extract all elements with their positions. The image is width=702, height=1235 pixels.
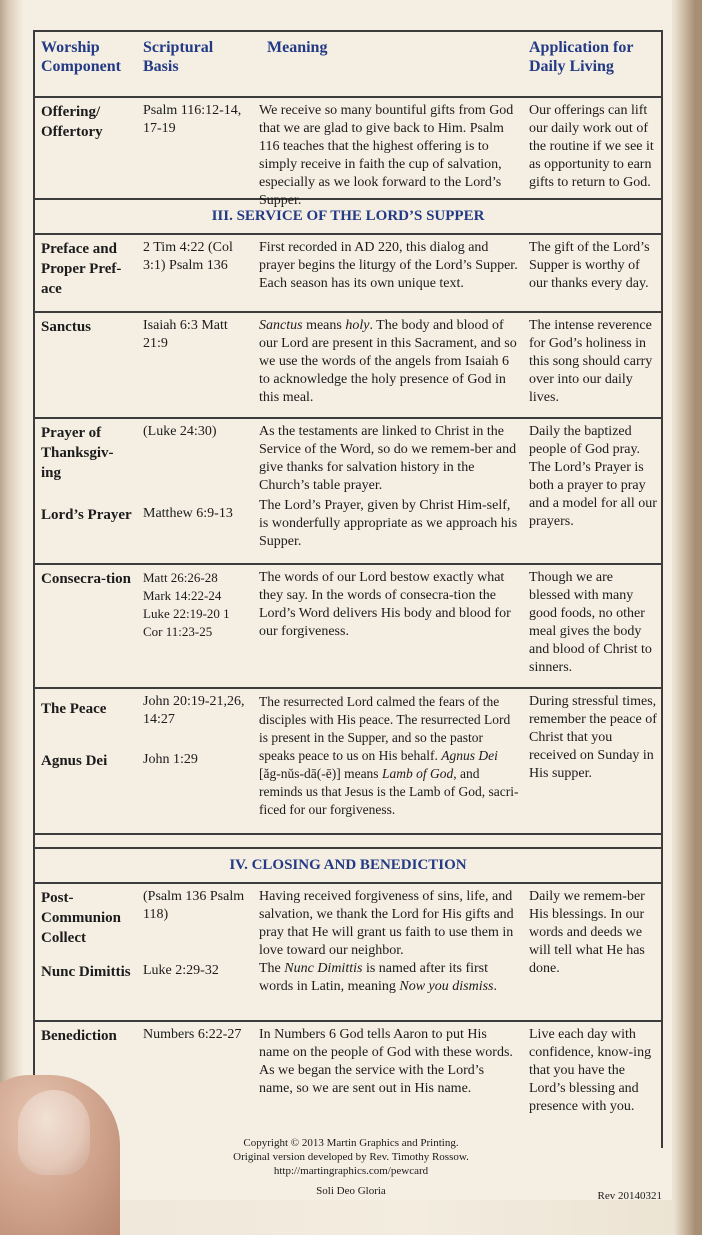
table-row-benediction bbox=[35, 1022, 661, 1148]
developer-credit: Original version developed by Rev. Timothy Rossow. bbox=[233, 1151, 469, 1163]
component-cell bbox=[35, 419, 137, 563]
table-row-consecration bbox=[35, 565, 661, 689]
website-url: http://martingraphics.com/pewcard bbox=[273, 1165, 429, 1177]
table-header bbox=[35, 30, 661, 98]
application-cell: The intense reverence for God’s holiness in this song should carry over into our daily lives. bbox=[529, 318, 653, 405]
basis-agnus-dei: John 1:29 bbox=[143, 752, 198, 767]
latin-term: Agnus Dei bbox=[441, 748, 498, 763]
basis-cell: Matt 26:26-28 Mark 14:22-24 Luke 22:19-20 1 Cor 11:23-25 bbox=[143, 570, 230, 639]
basis-cell: 2 Tim 4:22 (Col 3:1) Psalm 136 bbox=[143, 240, 233, 273]
table-row-sanctus bbox=[35, 313, 661, 419]
translation-term: Lamb of God bbox=[381, 766, 454, 781]
basis-cell bbox=[137, 689, 253, 833]
component-cell: Preface and Proper Pref-ace bbox=[41, 241, 122, 297]
component-thanksgiving: Prayer of Thanksgiv-ing bbox=[41, 425, 114, 481]
header-meaning: Meaning bbox=[267, 39, 328, 56]
meaning-text: is named after its first words in Latin, meaning bbox=[259, 961, 489, 994]
meaning-text: . bbox=[493, 979, 497, 994]
basis-nunc-dimittis: Luke 2:29-32 bbox=[143, 963, 219, 978]
meaning-lords-prayer: The Lord’s Prayer, given by Christ Him-self, is wonderfully appropriate as we approach his Supper. bbox=[259, 498, 518, 549]
section-heading-closing: IV. CLOSING AND BENEDICTION bbox=[35, 847, 661, 884]
meaning-text: The bbox=[259, 961, 285, 976]
motto: Soli Deo Gloria bbox=[316, 1185, 386, 1197]
translation-term: Now you dismiss bbox=[399, 979, 494, 994]
basis-cell: Isaiah 6:3 Matt 21:9 bbox=[143, 318, 228, 351]
basis-peace: John 20:19-21,26, 14:27 bbox=[143, 694, 245, 727]
meaning-cell bbox=[253, 689, 523, 833]
basis-lords-prayer: Matthew 6:9-13 bbox=[143, 506, 233, 521]
meaning-cell bbox=[253, 313, 523, 417]
component-post-communion: Post-Communion Collect bbox=[41, 890, 122, 946]
latin-term: Nunc Dimittis bbox=[284, 961, 363, 976]
table-row-peace bbox=[35, 689, 661, 835]
meaning-cell: First recorded in AD 220, this dialog and prayer begins the liturgy of the Lord’s Supper. Each season has its own unique text. bbox=[259, 240, 518, 291]
table-row-offering bbox=[35, 98, 661, 208]
application-cell: Live each day with confidence, know-ing that you have the Lord’s blessing and presence with you. bbox=[529, 1027, 652, 1114]
meaning-cell bbox=[253, 884, 523, 1020]
meaning-post-communion: Having received forgiveness of sins, life, and salvation, we thank the Lord for His gifts and pray that He will grant us faith to use them in love toward our neighbor. bbox=[259, 889, 514, 958]
application-cell: Though we are blessed with many good foods, no other meal gives the body and blood of Christ to sinners. bbox=[529, 570, 652, 675]
table-row-preface bbox=[35, 235, 661, 313]
component-cell: Consecra-tion bbox=[41, 571, 131, 587]
meaning-text: . The body and blood of our Lord are present in this Sacrament, and so we use the words of the angels from Isaiah 6 to acknowledge the holy presence of God in this meal. bbox=[259, 318, 517, 405]
basis-thanksgiving: (Luke 24:30) bbox=[143, 424, 217, 439]
component-nunc-dimittis: Nunc Dimittis bbox=[41, 964, 131, 980]
application-cell: The gift of the Lord’s Supper is worthy of our thanks every day. bbox=[529, 240, 650, 291]
basis-cell bbox=[137, 419, 253, 563]
component-cell bbox=[35, 689, 137, 833]
meaning-cell: In Numbers 6 God tells Aaron to put His name on the people of God with these words. As we began the service with the Lord’s name, so we are sent out in His name. bbox=[259, 1027, 513, 1096]
section-heading-lords-supper: III. SERVICE OF THE LORD’S SUPPER bbox=[35, 200, 661, 235]
basis-cell: Psalm 116:12-14, 17-19 bbox=[143, 103, 242, 136]
pronunciation: [ăg-nŭs-dā(-ē)] means bbox=[259, 766, 382, 781]
thumbnail-photo bbox=[18, 1090, 90, 1175]
component-lords-prayer: Lord’s Prayer bbox=[41, 507, 132, 523]
basis-cell: Numbers 6:22-27 bbox=[143, 1027, 242, 1042]
meaning-cell: We receive so many bountiful gifts from God that we are glad to give back to Him. Psalm 116 teaches that the highest offering is to simply receive in faith the cup of salvation, especially as we look forward to the Lord’s Supper. bbox=[259, 103, 514, 208]
meaning-nunc-dimittis bbox=[259, 960, 519, 996]
component-cell bbox=[35, 884, 137, 1020]
translation-term: holy bbox=[345, 318, 370, 333]
meaning-cell: The words of our Lord bestow exactly what they say. In the words of consecra-tion the Lord’s Word delivers His body and blood for our forgiveness. bbox=[259, 570, 511, 639]
basis-cell bbox=[137, 884, 253, 1020]
meaning-thanksgiving: As the testaments are linked to Christ in the Service of the Word, so do we remem-ber and give thanks for salvation history in the Church’s table prayer. bbox=[259, 424, 517, 493]
copyright-text: Copyright © 2013 Martin Graphics and Printing. bbox=[243, 1137, 459, 1149]
header-application: Application for Daily Living bbox=[529, 39, 634, 75]
section-spacer bbox=[35, 835, 661, 847]
application-cell: Our offerings can lift our daily work out of the routine if we see it as opportunity to earn gifts to return to God. bbox=[529, 103, 654, 190]
component-cell: Offering/ Offertory bbox=[41, 104, 103, 140]
table-row-post-communion bbox=[35, 884, 661, 1022]
component-peace: The Peace bbox=[41, 701, 107, 717]
basis-post-communion: (Psalm 136 Psalm 118) bbox=[143, 889, 245, 922]
application-cell: Daily we remem-ber His blessings. In our words and deeds we will tell what He has done. bbox=[529, 889, 645, 976]
meaning-text: , and reminds us that Jesus is the Lamb of God, sacri-ficed for our forgiveness. bbox=[259, 766, 519, 817]
component-agnus-dei: Agnus Dei bbox=[41, 753, 108, 769]
meaning-text: The resurrected Lord calmed the fears of the disciples with His peace. The resurrected Lord is present in the Supper, and so the pastor speaks peace to us on His behalf. bbox=[259, 694, 511, 763]
liturgy-table bbox=[33, 30, 663, 1148]
component-cell: Benediction bbox=[41, 1028, 117, 1044]
component-cell: Sanctus bbox=[41, 319, 92, 335]
latin-term: Sanctus bbox=[259, 318, 303, 333]
header-component: Worship Component bbox=[41, 39, 122, 75]
header-basis: Scriptural Basis bbox=[143, 39, 214, 75]
meaning-cell bbox=[253, 419, 523, 563]
table-row-thanksgiving bbox=[35, 419, 661, 565]
application-cell: During stressful times, remember the peace of Christ that you received on Sunday in His supper. bbox=[529, 694, 657, 781]
meaning-text: means bbox=[302, 318, 346, 333]
application-cell: Daily the baptized people of God pray. The Lord’s Prayer is both a prayer to pray and a model for all our prayers. bbox=[529, 424, 657, 529]
revision-label: Rev 20140321 bbox=[597, 1190, 662, 1202]
